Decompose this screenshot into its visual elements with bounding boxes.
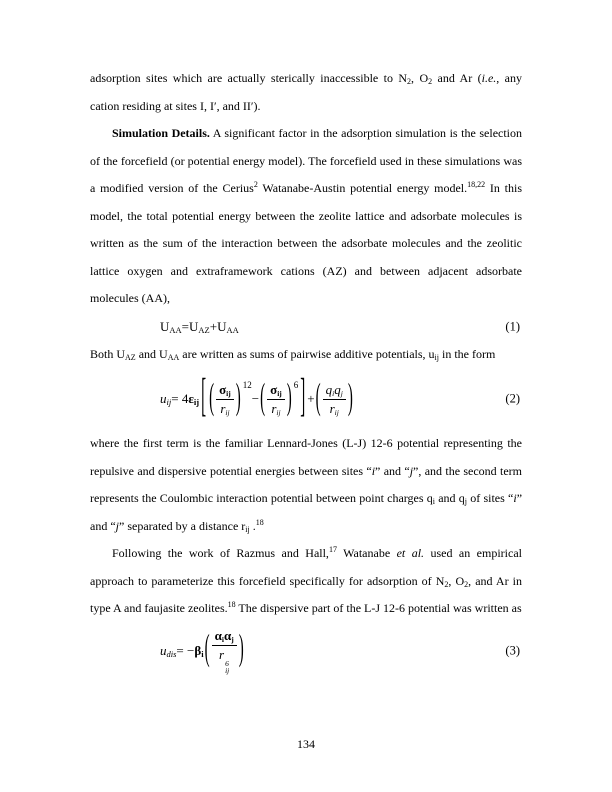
fraction-stack bbox=[216, 382, 234, 417]
fraction-stack bbox=[267, 382, 285, 417]
equation-2-body bbox=[160, 372, 354, 423]
eq-fraction bbox=[208, 377, 252, 418]
fraction-numerator bbox=[212, 628, 237, 646]
text-segment: and Ar ( bbox=[432, 71, 482, 85]
open-bracket-glyph: [ bbox=[201, 372, 207, 423]
eq-text: − bbox=[251, 391, 260, 406]
text-segment: ”, and the second term represents the Coulombic interaction potential between point charges q bbox=[90, 463, 523, 505]
eq-subscript: ij bbox=[166, 397, 172, 407]
eq-text: $r_{ij}$ bbox=[329, 400, 339, 417]
text-segment: , any cation residing at sites I, I′, and II′). bbox=[90, 71, 522, 113]
close-bracket-glyph: ] bbox=[300, 372, 306, 423]
subscript-text: AA bbox=[167, 352, 180, 362]
equation-2 bbox=[90, 368, 522, 430]
eq-text: $U_{AA}$ bbox=[217, 318, 239, 335]
text-segment: Simulation Details. bbox=[112, 126, 210, 140]
text-segment: where the first term is the familiar Lennard-Jones (L-J) 12-6 potential representing the repulsive and dispersive potential energies between sites “ bbox=[90, 436, 522, 478]
eq-text: $q_j$ bbox=[334, 381, 343, 398]
eq-exponent: 12 bbox=[242, 380, 252, 390]
text-segment: A significant factor in the adsorption simulation is the selection of the forcefield (or potential energy model). The forcefield used in these simulations was a modified version of the Cerius bbox=[90, 126, 523, 195]
fraction-denominator bbox=[330, 400, 339, 417]
fraction-stack bbox=[212, 628, 237, 674]
open-paren-glyph: ( bbox=[260, 377, 266, 418]
eq-fraction bbox=[315, 377, 354, 418]
eq-text: + bbox=[209, 318, 218, 334]
fraction-numerator bbox=[267, 382, 285, 400]
text-segment: Watanabe-Austin potential energy model. bbox=[257, 181, 468, 195]
superscript-text: 18 bbox=[227, 600, 236, 609]
para-following-razmus-hall bbox=[90, 540, 522, 623]
text-segment: Watanabe bbox=[336, 546, 397, 560]
equation-2-number: (2) bbox=[505, 391, 520, 406]
superscript-text: 17 bbox=[328, 545, 337, 554]
equation-3-body bbox=[160, 628, 245, 674]
text-segment: in the form bbox=[438, 346, 496, 361]
text-segment: and U bbox=[135, 346, 168, 361]
eq-text: $r_{ij}$ bbox=[220, 400, 230, 417]
eq-subscript: j bbox=[340, 388, 343, 398]
eq-subscript: ij bbox=[276, 407, 281, 417]
eq-subscript: i bbox=[332, 388, 335, 398]
eq-exponent: 6 bbox=[293, 380, 299, 390]
text-segment: j bbox=[115, 518, 119, 533]
open-paren-glyph: ( bbox=[315, 377, 321, 418]
subscript-text: 2 bbox=[428, 77, 433, 86]
eq-subscript: dis bbox=[166, 648, 177, 659]
subscript-text: AZ bbox=[125, 352, 136, 362]
text-segment: j bbox=[409, 463, 414, 478]
text-segment: ” and “ bbox=[90, 491, 523, 533]
equation-3 bbox=[90, 623, 522, 679]
superscript-text: 18,22 bbox=[467, 180, 486, 189]
eq-subscript: AZ bbox=[198, 324, 210, 335]
eq-text: + bbox=[307, 391, 315, 406]
subscript-text: 2 bbox=[407, 77, 412, 86]
open-paren-glyph: ( bbox=[204, 629, 210, 670]
text-segment: are written as sums of pairwise additive potentials, u bbox=[179, 346, 435, 361]
subscript-text: 2 bbox=[444, 579, 449, 589]
eq-subscript: i bbox=[201, 648, 204, 659]
eq-subscript: ij bbox=[225, 665, 230, 675]
eq-superscript: 6 bbox=[225, 658, 229, 668]
equation-1-number: (1) bbox=[505, 319, 520, 333]
eq-text: $\varepsilon_{ij}$ bbox=[188, 391, 200, 407]
eq-text: = bbox=[181, 318, 190, 334]
eq-fraction bbox=[204, 628, 245, 674]
eq-text: $\sigma_{ij}$ bbox=[219, 381, 231, 398]
eq-text: = − bbox=[176, 642, 195, 658]
close-paren-glyph: ) bbox=[235, 377, 241, 418]
eq-subscript: ij bbox=[226, 388, 231, 398]
eq-text: = 4 bbox=[171, 391, 189, 406]
superscript-text: 18 bbox=[255, 517, 264, 527]
eq-text: $\sigma_{ij}$ bbox=[270, 381, 282, 398]
eq-text: $u_{dis}$ bbox=[160, 642, 177, 659]
eq-text: $u_{ij}$ bbox=[160, 391, 172, 407]
eq-text: $\alpha_i$ bbox=[214, 627, 224, 644]
fraction-stack bbox=[323, 382, 346, 417]
text-segment: i.e. bbox=[481, 71, 497, 85]
text-segment: used an empirical approach to parameterize this forcefield specifically for adsorption of N bbox=[90, 546, 522, 588]
close-paren-glyph: ) bbox=[347, 377, 353, 418]
fraction-denominator bbox=[220, 400, 229, 417]
eq-subscript: ij bbox=[225, 407, 230, 417]
text-segment: , O bbox=[411, 71, 429, 85]
eq-text: $\beta_i$ bbox=[194, 642, 204, 659]
text-segment: of sites “ bbox=[467, 491, 514, 505]
text-segment: . bbox=[249, 518, 256, 533]
page-number: 134 bbox=[297, 737, 315, 751]
para-simulation-details bbox=[90, 120, 522, 313]
eq-text: $U_{AA}$ bbox=[160, 318, 182, 335]
equation-3-number: (3) bbox=[505, 643, 520, 657]
superscript-text: 2 bbox=[253, 180, 258, 189]
text-segment: Following the work of Razmus and Hall, bbox=[112, 546, 329, 560]
eq-text: $U_{AZ}$ bbox=[189, 318, 210, 335]
text-segment: In this model, the total potential energy between the zeolite lattice and adsorbate molecules is written as the sum of the interaction between the adsorbate molecules and the zeolitic lattice oxygen and extraframework cations (AZ) and between adjacent adsorbate molecules (AA), bbox=[90, 181, 523, 305]
text-segment: Both U bbox=[90, 346, 126, 361]
subscript-text: ij bbox=[245, 524, 250, 534]
subscript-text: 2 bbox=[464, 579, 469, 589]
equation-1 bbox=[90, 313, 522, 341]
para-intro-continuation bbox=[90, 65, 522, 120]
eq-subsup-stack bbox=[225, 660, 229, 674]
text-segment: The dispersive part of the L-J 12-6 potential was written as bbox=[235, 601, 522, 615]
eq-subscript: ij bbox=[193, 397, 200, 407]
eq-text: $r_{ij}$ bbox=[271, 400, 281, 417]
open-paren-glyph: ( bbox=[209, 377, 215, 418]
eq-text: $q_i$ bbox=[325, 381, 335, 398]
text-segment: , O bbox=[448, 573, 465, 588]
text-segment: et al. bbox=[396, 546, 425, 560]
eq-subscript: AA bbox=[226, 324, 239, 335]
text-segment: i bbox=[513, 491, 517, 505]
eq-text: $\alpha_j$ bbox=[223, 627, 234, 644]
eq-bracket-group bbox=[199, 372, 307, 423]
text-segment: ” and “ bbox=[375, 463, 410, 478]
eq-subscript: j bbox=[231, 634, 234, 644]
eq-text: r 6 ij bbox=[219, 646, 230, 675]
text-segment: ” separated by a distance r bbox=[119, 518, 246, 533]
subscript-text: ij bbox=[434, 352, 439, 362]
text-segment: adsorption sites which are actually sterically inaccessible to N bbox=[90, 71, 408, 85]
fraction-denominator bbox=[271, 400, 280, 417]
equation-1-body bbox=[160, 319, 239, 335]
text-segment: and q bbox=[435, 491, 465, 505]
para-both-pairwise bbox=[90, 341, 522, 369]
document-content bbox=[90, 65, 522, 679]
close-paren-glyph: ) bbox=[286, 377, 292, 418]
fraction-numerator bbox=[323, 382, 346, 400]
close-paren-glyph: ) bbox=[238, 629, 244, 670]
eq-fraction bbox=[259, 377, 299, 418]
text-segment: i bbox=[371, 463, 376, 478]
subscript-text: i bbox=[432, 497, 436, 506]
eq-subscript: ij bbox=[334, 407, 339, 417]
eq-subscript: AA bbox=[169, 324, 182, 335]
fraction-numerator bbox=[216, 382, 234, 400]
eq-subscript: i bbox=[221, 634, 224, 644]
para-lj-coulomb-explanation bbox=[90, 430, 522, 540]
eq-subscript: ij bbox=[277, 388, 282, 398]
subscript-text: j bbox=[464, 497, 468, 506]
text-segment: , and Ar in type A and faujasite zeolites. bbox=[90, 573, 522, 615]
fraction-denominator bbox=[219, 646, 229, 674]
